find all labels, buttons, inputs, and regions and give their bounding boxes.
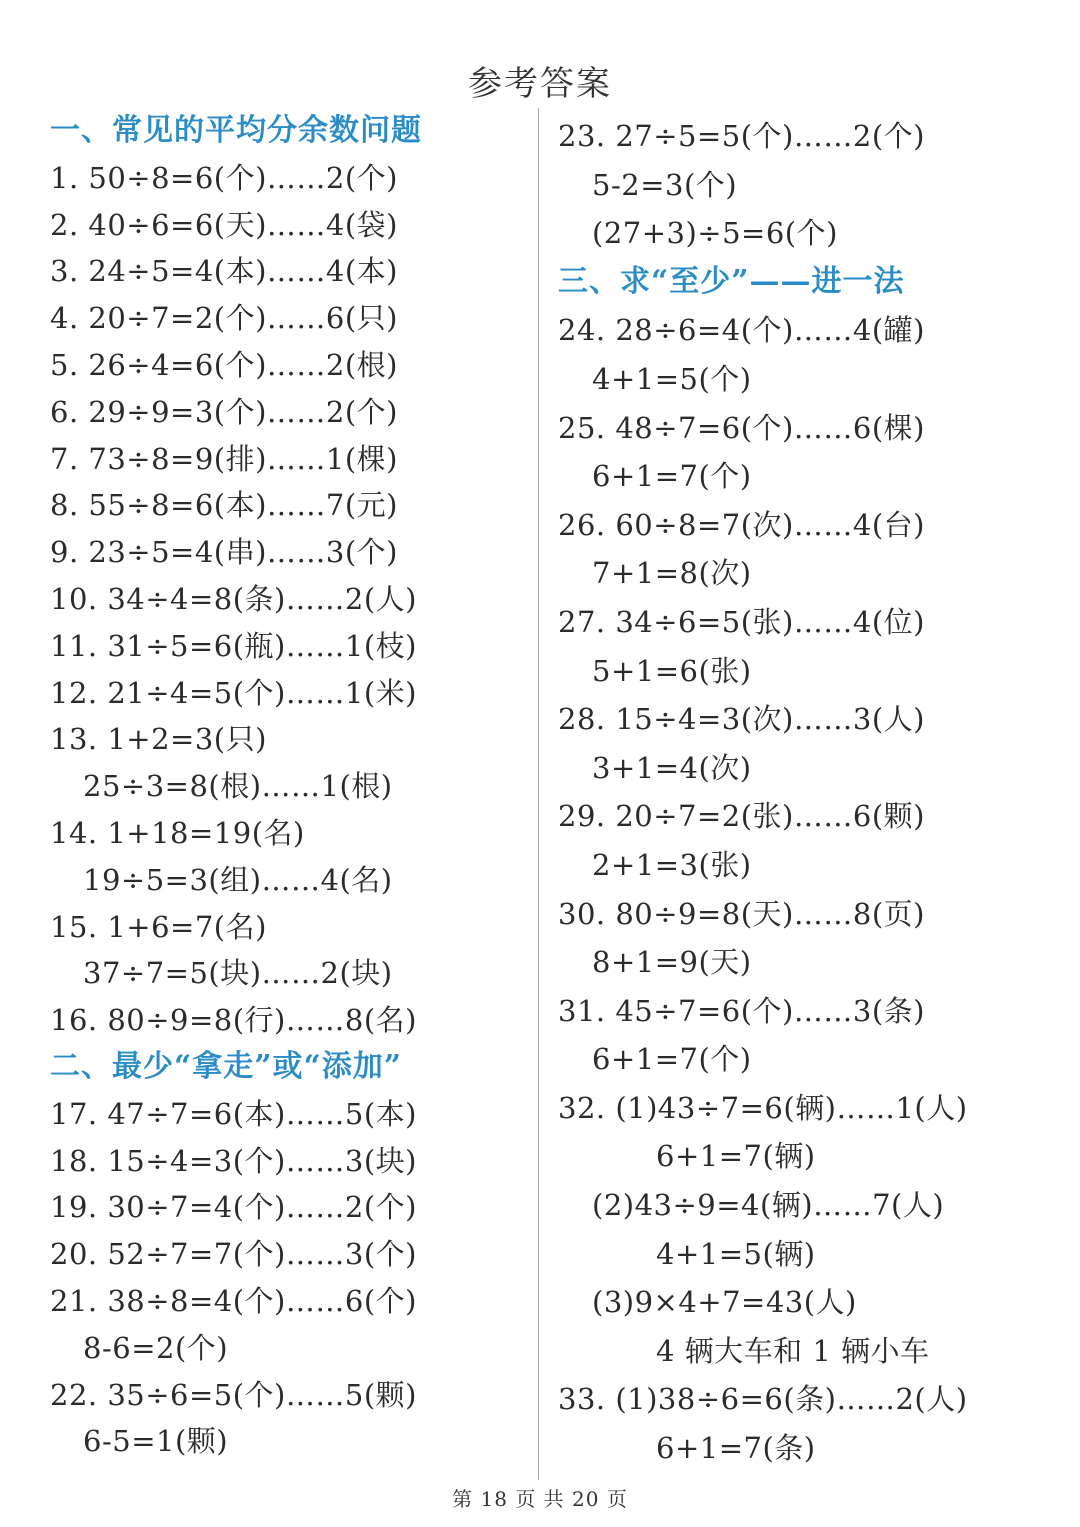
section-heading: 二、最少“拿走”或“添加” <box>50 1048 403 1084</box>
answer-line: 25. 48÷7=6(个)……6(棵) <box>558 410 925 445</box>
answer-line: 17. 47÷7=6(本)……5(本) <box>50 1096 417 1131</box>
answer-line: 6-5=1(颗) <box>83 1424 229 1459</box>
answer-line: 9. 23÷5=4(串)……3(个) <box>50 535 398 570</box>
answer-line: 27. 34÷6=5(张)……4(位) <box>558 604 925 639</box>
answer-line: 4. 20÷7=2(个)……6(只) <box>50 301 398 336</box>
answer-line: 2+1=3(张) <box>592 847 752 882</box>
answer-line: 16. 80÷9=8(行)……8(名) <box>50 1003 417 1038</box>
answer-line: (3)9×4+7=43(人) <box>592 1285 857 1320</box>
answer-line: 31. 45÷7=6(个)……3(条) <box>558 993 925 1028</box>
answer-line: 15. 1+6=7(名) <box>50 909 267 944</box>
right-column <box>558 112 1058 1473</box>
answer-line: 12. 21÷4=5(个)……1(米) <box>50 675 417 710</box>
answer-line: 6+1=7(个) <box>592 1042 752 1077</box>
answer-line: 22. 35÷6=5(个)……5(颗) <box>50 1377 417 1412</box>
answer-line: 1. 50÷8=6(个)……2(个) <box>50 160 398 195</box>
page-title: 参考答案 <box>468 64 612 104</box>
answer-line: 21. 38÷8=4(个)……6(个) <box>50 1283 417 1318</box>
answer-line: 5+1=6(张) <box>592 653 752 688</box>
answer-line: 8+1=9(天) <box>592 945 752 980</box>
answer-line: 14. 1+18=19(名) <box>50 815 305 850</box>
answer-line: 30. 80÷9=8(天)……8(页) <box>558 896 925 931</box>
answer-line: (2)43÷9=4(辆)……7(人) <box>592 1188 945 1223</box>
answer-line: 5-2=3(个) <box>592 167 738 202</box>
column-divider <box>538 108 539 1480</box>
answer-line: 24. 28÷6=4(个)……4(罐) <box>558 313 925 348</box>
answer-line: 4 辆大车和 1 辆小车 <box>656 1333 930 1368</box>
left-column <box>50 108 520 1465</box>
page-footer: 第 18 页 共 20 页 <box>452 1487 628 1511</box>
answer-line: 28. 15÷4=3(次)……3(人) <box>558 702 925 737</box>
answer-line: 3+1=4(次) <box>592 750 752 785</box>
answer-line: 23. 27÷5=5(个)……2(个) <box>558 119 925 153</box>
answer-line: 4+1=5(个) <box>592 361 752 396</box>
answer-line: 20. 52÷7=7(个)……3(个) <box>50 1237 417 1272</box>
answer-line: 4+1=5(辆) <box>656 1236 816 1271</box>
answer-line: 3. 24÷5=4(本)……4(本) <box>50 254 398 289</box>
answer-line: 2. 40÷6=6(天)……4(袋) <box>50 207 398 242</box>
answer-line: 18. 15÷4=3(个)……3(块) <box>50 1143 417 1178</box>
answer-line: 19÷5=3(组)……4(名) <box>83 862 393 897</box>
answer-line: 6. 29÷9=3(个)……2(个) <box>50 394 398 429</box>
answer-line: 6+1=7(辆) <box>656 1139 816 1174</box>
answer-line: 26. 60÷8=7(次)……4(台) <box>558 507 925 542</box>
section-heading: 一、常见的平均分余数问题 <box>50 113 422 148</box>
answer-line: 25÷3=8(根)……1(根) <box>83 769 393 804</box>
answer-line: 6+1=7(条) <box>656 1431 816 1466</box>
answer-line: 33. (1)38÷6=6(条)……2(人) <box>558 1382 968 1417</box>
answer-line: 13. 1+2=3(只) <box>50 722 267 757</box>
answer-line: 8-6=2(个) <box>83 1330 229 1365</box>
answer-line: 32. (1)43÷7=6(辆)……1(人) <box>558 1090 968 1125</box>
answer-line: 5. 26÷4=6(个)……2(根) <box>50 347 398 382</box>
answer-line: 7. 73÷8=9(排)……1(棵) <box>50 441 398 476</box>
answer-line: (27+3)÷5=6(个) <box>592 216 838 251</box>
answer-line: 19. 30÷7=4(个)……2(个) <box>50 1190 417 1225</box>
answer-line: 11. 31÷5=6(瓶)……1(枝) <box>50 628 417 663</box>
answer-line: 6+1=7(个) <box>592 459 752 494</box>
answer-line: 10. 34÷4=8(条)……2(人) <box>50 581 417 616</box>
answer-line: 8. 55÷8=6(本)……7(元) <box>50 488 398 523</box>
answer-line: 29. 20÷7=2(张)……6(颗) <box>558 799 925 834</box>
section-heading: 三、求“至少”——进一法 <box>558 263 905 299</box>
answer-line: 37÷7=5(块)……2(块) <box>83 956 393 991</box>
answer-line: 7+1=8(次) <box>592 556 752 591</box>
